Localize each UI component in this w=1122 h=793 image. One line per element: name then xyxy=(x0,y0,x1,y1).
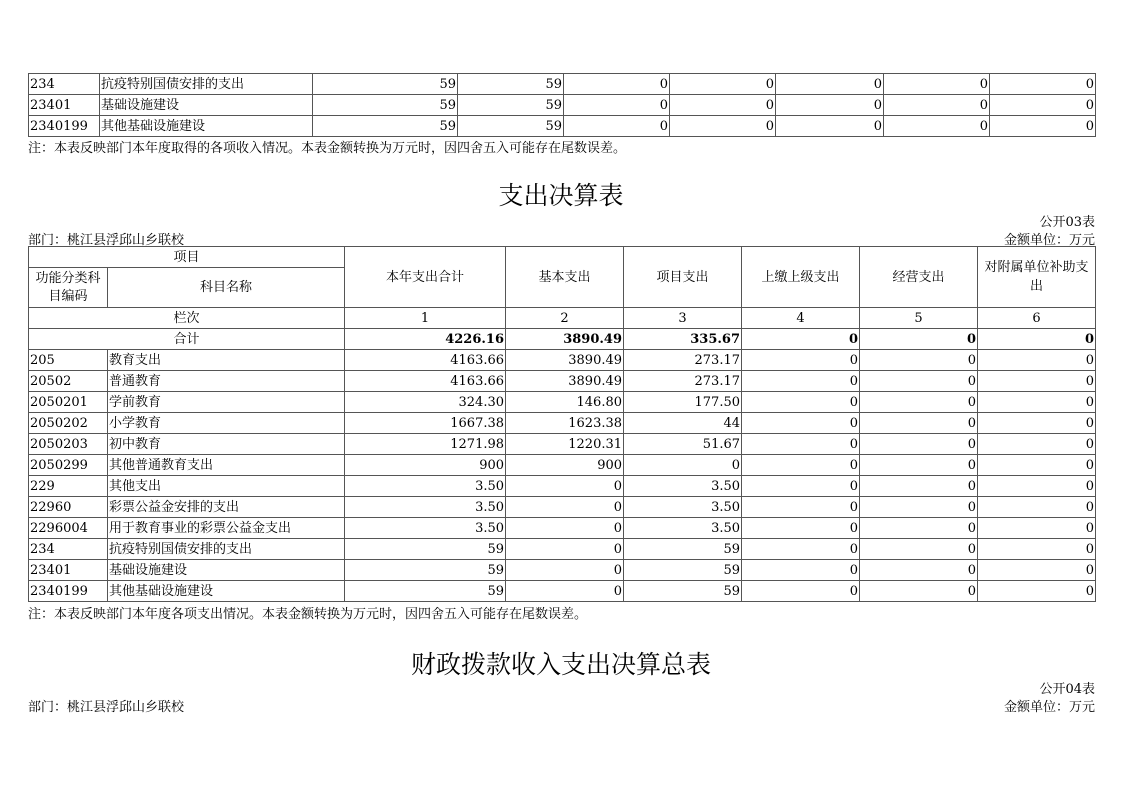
header-col-1: 本年支出合计 xyxy=(345,247,506,308)
row-value: 59 xyxy=(458,74,564,95)
header-col-4: 上缴上级支出 xyxy=(742,247,860,308)
row-code: 229 xyxy=(29,476,108,497)
row-code: 2050202 xyxy=(29,413,108,434)
row-value: 59 xyxy=(345,539,506,560)
row-value: 59 xyxy=(313,116,458,137)
row-name: 普通教育 xyxy=(108,371,345,392)
header-code: 功能分类科目编码 xyxy=(29,268,108,308)
table-row xyxy=(29,392,1096,413)
row-value: 0 xyxy=(860,560,978,581)
row-value: 1623.38 xyxy=(506,413,624,434)
row-value: 0 xyxy=(670,74,776,95)
row-value: 0 xyxy=(860,518,978,539)
row-value: 0 xyxy=(990,74,1096,95)
row-value: 3.50 xyxy=(624,497,742,518)
row-code: 2050299 xyxy=(29,455,108,476)
row-value: 0 xyxy=(564,74,670,95)
header-col-5: 经营支出 xyxy=(860,247,978,308)
row-value: 0 xyxy=(978,560,1096,581)
row-code: 23401 xyxy=(29,95,100,116)
total-value-1: 4226.16 xyxy=(345,329,506,350)
table-row xyxy=(29,539,1096,560)
row-value: 0 xyxy=(506,539,624,560)
row-value: 0 xyxy=(624,455,742,476)
row-value: 0 xyxy=(884,95,990,116)
row-value: 0 xyxy=(860,476,978,497)
table-row xyxy=(29,434,1096,455)
table-row xyxy=(29,581,1096,602)
header-col-6: 对附属单位补助支出 xyxy=(978,247,1096,308)
row-code: 2296004 xyxy=(29,518,108,539)
row-name: 用于教育事业的彩票公益金支出 xyxy=(108,518,345,539)
row-value: 0 xyxy=(860,497,978,518)
row-value: 0 xyxy=(978,476,1096,497)
row-code: 205 xyxy=(29,350,108,371)
total-value-5: 0 xyxy=(860,329,978,350)
table-row xyxy=(29,455,1096,476)
header-col-2: 基本支出 xyxy=(506,247,624,308)
row-value: 4163.66 xyxy=(345,350,506,371)
row-value: 0 xyxy=(978,581,1096,602)
table-row xyxy=(29,413,1096,434)
row-value: 59 xyxy=(313,95,458,116)
row-value: 0 xyxy=(776,74,884,95)
table-row xyxy=(29,518,1096,539)
row-value: 0 xyxy=(506,581,624,602)
row-value: 0 xyxy=(742,350,860,371)
total-value-3: 335.67 xyxy=(624,329,742,350)
row-name: 抗疫特别国债安排的支出 xyxy=(100,74,313,95)
row-code: 2050201 xyxy=(29,392,108,413)
row-code: 23401 xyxy=(29,560,108,581)
row-value: 3.50 xyxy=(624,476,742,497)
row-value: 0 xyxy=(978,392,1096,413)
table-row xyxy=(29,116,1096,137)
row-value: 0 xyxy=(860,413,978,434)
row-value: 0 xyxy=(978,539,1096,560)
row-code: 22960 xyxy=(29,497,108,518)
row-value: 3.50 xyxy=(345,476,506,497)
expenditure-note: 注：本表反映部门本年度各项支出情况。本表金额转换为万元时，因四舍五入可能存在尾数误差。 xyxy=(28,607,588,622)
expenditure-table xyxy=(28,246,1096,602)
row-value: 0 xyxy=(884,74,990,95)
header-num-5: 5 xyxy=(860,308,978,329)
row-value: 0 xyxy=(506,476,624,497)
expenditure-unit: 金额单位：万元 xyxy=(1003,233,1095,248)
row-value: 900 xyxy=(345,455,506,476)
row-value: 0 xyxy=(506,518,624,539)
row-value: 0 xyxy=(978,371,1096,392)
table-row xyxy=(29,74,1096,95)
row-value: 0 xyxy=(776,116,884,137)
row-value: 273.17 xyxy=(624,350,742,371)
row-value: 0 xyxy=(860,455,978,476)
row-value: 324.30 xyxy=(345,392,506,413)
income-table-tail xyxy=(28,73,1096,137)
row-name: 小学教育 xyxy=(108,413,345,434)
total-value-4: 0 xyxy=(742,329,860,350)
row-name: 教育支出 xyxy=(108,350,345,371)
row-value: 0 xyxy=(742,392,860,413)
total-label: 合计 xyxy=(29,329,345,350)
row-value: 59 xyxy=(458,95,564,116)
row-value: 0 xyxy=(742,371,860,392)
row-code: 2050203 xyxy=(29,434,108,455)
row-value: 59 xyxy=(624,539,742,560)
fiscal-dept: 部门：桃江县浮邱山乡联校 xyxy=(28,700,185,715)
header-name: 科目名称 xyxy=(108,268,345,308)
row-name: 学前教育 xyxy=(108,392,345,413)
fiscal-table-no: 公开04表 xyxy=(1039,682,1095,697)
income-note: 注：本表反映部门本年度取得的各项收入情况。本表金额转换为万元时，因四舍五入可能存在尾数误差。 xyxy=(28,141,627,156)
row-value: 0 xyxy=(742,455,860,476)
row-value: 0 xyxy=(990,116,1096,137)
row-name: 其他基础设施建设 xyxy=(108,581,345,602)
expenditure-title: 支出决算表 xyxy=(498,181,624,210)
row-value: 0 xyxy=(978,434,1096,455)
row-code: 20502 xyxy=(29,371,108,392)
row-value: 0 xyxy=(506,497,624,518)
row-value: 0 xyxy=(564,95,670,116)
row-value: 59 xyxy=(345,581,506,602)
row-name: 其他支出 xyxy=(108,476,345,497)
row-value: 0 xyxy=(860,392,978,413)
table-row xyxy=(29,560,1096,581)
row-value: 0 xyxy=(564,116,670,137)
row-value: 44 xyxy=(624,413,742,434)
row-name: 基础设施建设 xyxy=(100,95,313,116)
row-value: 0 xyxy=(978,455,1096,476)
row-code: 2340199 xyxy=(29,581,108,602)
row-value: 3.50 xyxy=(624,518,742,539)
row-name: 彩票公益金安排的支出 xyxy=(108,497,345,518)
header-num-6: 6 xyxy=(978,308,1096,329)
row-value: 3.50 xyxy=(345,518,506,539)
header-item: 项目 xyxy=(29,247,345,268)
total-value-2: 3890.49 xyxy=(506,329,624,350)
row-value: 900 xyxy=(506,455,624,476)
row-value: 0 xyxy=(776,95,884,116)
row-value: 1271.98 xyxy=(345,434,506,455)
header-row-label: 栏次 xyxy=(29,308,345,329)
row-value: 59 xyxy=(458,116,564,137)
row-value: 3.50 xyxy=(345,497,506,518)
row-value: 1220.31 xyxy=(506,434,624,455)
expenditure-dept: 部门：桃江县浮邱山乡联校 xyxy=(28,233,185,248)
table-row xyxy=(29,476,1096,497)
fiscal-unit: 金额单位：万元 xyxy=(1003,700,1095,715)
row-name: 初中教育 xyxy=(108,434,345,455)
total-value-6: 0 xyxy=(978,329,1096,350)
row-value: 0 xyxy=(742,476,860,497)
row-name: 其他普通教育支出 xyxy=(108,455,345,476)
row-value: 0 xyxy=(670,116,776,137)
row-code: 2340199 xyxy=(29,116,100,137)
row-value: 0 xyxy=(860,350,978,371)
row-value: 0 xyxy=(978,518,1096,539)
row-value: 146.80 xyxy=(506,392,624,413)
row-value: 0 xyxy=(742,581,860,602)
row-name: 其他基础设施建设 xyxy=(100,116,313,137)
row-value: 3890.49 xyxy=(506,350,624,371)
expenditure-table-no: 公开03表 xyxy=(1039,215,1095,230)
row-value: 0 xyxy=(978,497,1096,518)
row-value: 0 xyxy=(506,560,624,581)
row-value: 0 xyxy=(860,434,978,455)
row-value: 0 xyxy=(742,497,860,518)
row-value: 0 xyxy=(742,413,860,434)
row-value: 0 xyxy=(884,116,990,137)
row-value: 0 xyxy=(978,413,1096,434)
header-num-1: 1 xyxy=(345,308,506,329)
row-value: 59 xyxy=(313,74,458,95)
row-value: 0 xyxy=(670,95,776,116)
table-row xyxy=(29,95,1096,116)
row-value: 0 xyxy=(742,560,860,581)
header-col-3: 项目支出 xyxy=(624,247,742,308)
header-num-4: 4 xyxy=(742,308,860,329)
row-code: 234 xyxy=(29,539,108,560)
row-value: 0 xyxy=(860,581,978,602)
table-row xyxy=(29,371,1096,392)
row-value: 273.17 xyxy=(624,371,742,392)
row-value: 0 xyxy=(978,350,1096,371)
table-row xyxy=(29,350,1096,371)
row-name: 基础设施建设 xyxy=(108,560,345,581)
row-value: 3890.49 xyxy=(506,371,624,392)
row-code: 234 xyxy=(29,74,100,95)
row-value: 59 xyxy=(345,560,506,581)
row-value: 0 xyxy=(990,95,1096,116)
header-num-2: 2 xyxy=(506,308,624,329)
row-value: 177.50 xyxy=(624,392,742,413)
row-value: 4163.66 xyxy=(345,371,506,392)
row-value: 0 xyxy=(742,539,860,560)
row-value: 1667.38 xyxy=(345,413,506,434)
row-value: 0 xyxy=(742,434,860,455)
table-row xyxy=(29,497,1096,518)
row-value: 0 xyxy=(742,518,860,539)
header-num-3: 3 xyxy=(624,308,742,329)
fiscal-title: 财政拨款收入支出决算总表 xyxy=(410,650,711,679)
row-name: 抗疫特别国债安排的支出 xyxy=(108,539,345,560)
row-value: 0 xyxy=(860,539,978,560)
row-value: 51.67 xyxy=(624,434,742,455)
row-value: 0 xyxy=(860,371,978,392)
row-value: 59 xyxy=(624,581,742,602)
row-value: 59 xyxy=(624,560,742,581)
